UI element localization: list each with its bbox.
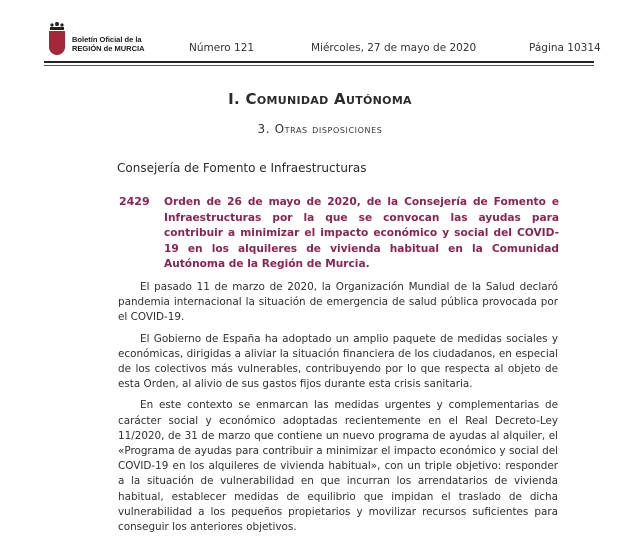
publication-line-1: Boletín Oficial de la	[72, 35, 142, 44]
department-name: Consejería de Fomento e Infraestructuras	[117, 161, 367, 175]
publication-name	[72, 36, 145, 53]
header-rule-thin	[44, 65, 594, 66]
order-number: 2429	[119, 195, 150, 208]
header-rule-thick	[44, 61, 594, 63]
order-title: Orden de 26 de mayo de 2020, de la Consejería de Fomento e Infraestructuras por la que se convocan las ayudas para contribuir a minimizar el impacto económico y social del COVID-19 en los alquileres de vivienda habitual en la Comunidad Autónoma de la Región de Murcia.	[164, 196, 559, 270]
page-number: Página 10314	[529, 42, 601, 54]
paragraph: El pasado 11 de marzo de 2020, la Organización Mundial de la Salud declaró pandemia internacional la situación de emergencia de salud pública provocada por el COVID-19.	[118, 281, 558, 324]
document-body	[118, 280, 558, 541]
section-title: I. Comunidad Autónoma	[228, 90, 412, 108]
paragraph: En este contexto se enmarcan las medidas urgentes y complementarias de carácter social y económico adoptadas recientemente en el Real Decreto-Ley 11/2020, de 31 de marzo que contiene un nuevo programa de ayudas al alquiler, el «Programa de ayudas para contribuir a minimizar el impacto económico y social del COVID-19 en los alquileres de vivienda habitual», con un triple objetivo: responder a la situación de vulnerabilidad en que incurran los arrendatarios de vivienda habitual, establecer medidas de equilibrio que impidan el traslado de dicha vulnerabilidad a los pequeños propietarios y movilizar recursos suficientes para conseguir los anteriores objetivos.	[118, 399, 558, 534]
region-crest-icon	[48, 22, 66, 56]
issue-number: Número 121	[189, 42, 255, 54]
publication-line-2: REGIÓN de MURCIA	[72, 43, 145, 53]
section-subtitle: 3. Otras disposiciones	[257, 122, 383, 136]
page-header	[44, 22, 624, 64]
publication-date: Miércoles, 27 de mayo de 2020	[311, 42, 477, 54]
paragraph: El Gobierno de España ha adoptado un amplio paquete de medidas sociales y económicas, dirigidas a aliviar la situación financiera de los ciudadanos, en especial de los colectivos más vulnerables, contribuyendo por lo que respecta al objeto de esta Orden, al alivio de sus gastos fijos durante esta crisis sanitaria.	[118, 332, 558, 391]
